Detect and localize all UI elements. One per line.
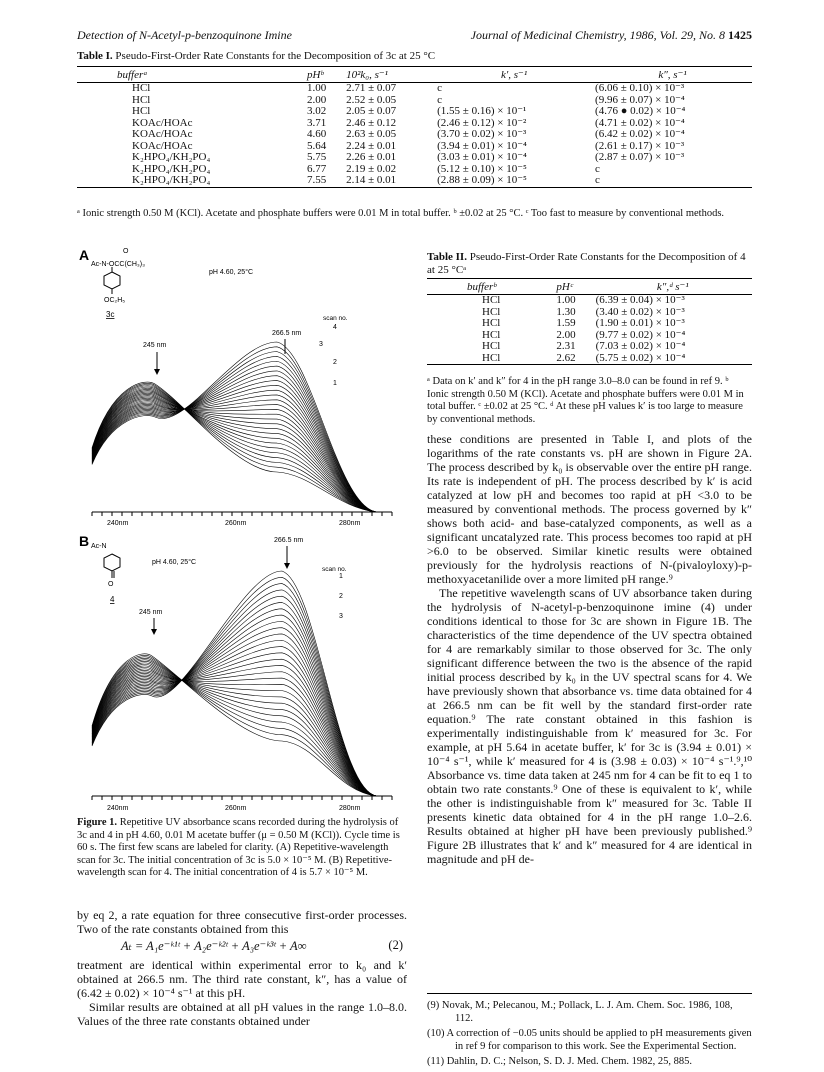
table2-cell: 1.30 [556,305,576,318]
scan-curve [92,609,377,796]
scan-number-label: 2 [333,359,337,366]
left-paragraph-1: by eq 2, a rate equation for three consecutive first-order processes. Two of the rate constants obtained from this [77,908,407,936]
scan-number-label: 3 [339,613,343,620]
page-number: 1425 [728,28,752,42]
table1-cell: KOAc/HOAc [132,128,193,140]
table1-cell: (3.03 ± 0.01) × 10⁻⁴ [437,151,527,163]
scan-curve [92,385,377,512]
table1-header: k′, s⁻¹ [435,67,593,83]
reference-item: (10) A correction of −0.05 units should be applied to pH measurements given in ref 9 for comparison to this work. See the Experimental Section. [427,1028,752,1052]
table2-header: pHᶜ [554,279,593,295]
table2-row [427,307,752,319]
benzene-ring-icon [104,267,120,294]
table2-header: bufferᵇ [427,279,554,295]
x-tick-label: 280nm [339,520,361,527]
peak-label-266: 266.5 nm [274,537,304,544]
peak-label-266: 266.5 nm [272,330,302,337]
structure-label-top: Ac-N-OCC(CH₃)₃ [91,261,145,268]
table1-cell: (5.12 ± 0.10) × 10⁻⁵ [437,162,527,175]
table2-cell: 2.00 [556,328,576,341]
table1-row [77,106,752,118]
left-paragraph-2: treatment are identical within experimental error to k₀ and k′ obtained at 266.5 nm. The third rate constant, k″, has a value of (6.42 ± 0.02) × 10⁻⁴ s⁻¹ at this pH. [77,958,407,1000]
table1-cell: 2.26 ± 0.01 [346,151,397,163]
table1-cell: KOAc/HOAc [132,139,193,152]
table2-row [427,353,752,365]
panel-label-a: A [79,247,90,263]
table1-cell: c [593,175,752,187]
table1-cell: 2.19 ± 0.02 [346,162,397,175]
table2-row [427,295,752,307]
table1-cell: 5.75 [306,151,327,163]
table1-cell: K₂HPO₄/KH₂PO₄ [77,175,305,187]
table1-cell: 7.55 [305,175,344,187]
reference-item: (11) Dahlin, D. C.; Nelson, S. D. J. Med. Chem. 1982, 25, 885. [427,1056,693,1067]
references [427,993,752,1072]
table2-cell: HCl [482,305,501,318]
scan-number-label: 1 [333,380,337,387]
scan-curve [92,347,377,512]
table2-cell: (7.03 ± 0.02) × 10⁻⁴ [595,340,686,352]
table1-cell: (2.46 ± 0.12) × 10⁻² [437,116,527,129]
x-tick-label: 280nm [339,805,361,812]
table1-cell: 2.63 ± 0.05 [346,128,397,140]
table1-row [77,152,752,164]
table1-cell: 2.71 ± 0.07 [346,82,397,94]
left-paragraphs [77,958,407,1028]
reference-item: (9) Novak, M.; Pelecanou, M.; Pollack, L. J. Am. Chem. Soc. 1986, 108, 112. [427,1000,733,1024]
equation-number: (2) [388,938,403,952]
table1-cell: HCl [132,82,151,94]
condition-label: pH 4.60, 25°C [152,559,197,566]
table1-cell: c [437,93,443,106]
table1-cell: 3.02 [306,105,327,117]
table1-cell: (9.96 ± 0.07) × 10⁻⁴ [595,93,685,106]
table2-cell: HCl [482,328,501,341]
table1-cell: 2.24 ± 0.01 [346,139,397,152]
x-tick-label: 240nm [107,520,129,527]
table2-cell: 1.59 [556,317,576,329]
table1-cell: 6.77 [306,162,327,175]
table2-cell: HCl [482,294,501,306]
panel-label-b: B [79,533,90,549]
table1-cell: c [595,162,600,175]
structure-carbonyl-o: O [123,248,129,255]
table2-caption [427,251,752,276]
scan-curve [92,383,377,512]
table2-cell: HCl [482,317,501,329]
table2-cell: HCl [427,353,554,365]
table2-cell: HCl [482,340,501,352]
left-paragraph-3: Similar results are obtained at all pH values in the range 1.0–8.0. Values of the three rate constants obtained under [77,1000,407,1028]
table1-cell: 3.71 [306,116,327,129]
table2-cell: 2.31 [556,340,576,352]
quinone-ring-icon [104,554,120,578]
structure-carbonyl-o: O [108,581,114,588]
table1-cell: (6.06 ± 0.10) × 10⁻³ [595,82,685,94]
scan-no-label: scan no. [322,566,347,573]
scan-number-label: 3 [319,341,323,348]
x-tick-label: 260nm [225,520,247,527]
table2-cell: (9.77 ± 0.02) × 10⁻⁴ [595,328,686,341]
running-header-journal [471,28,752,43]
equation-text: Aₜ = A₁e⁻ᵏ¹ᵗ + A₂e⁻ᵏ²ᵗ + A₃e⁻ᵏ³ᵗ + A∞ [121,939,307,953]
table1-row [77,175,752,187]
table1-cell: (3.70 ± 0.02) × 10⁻³ [437,128,527,140]
table1-caption [77,50,435,62]
table2-label: Table II. [427,251,467,263]
table1-header: 10²k₀, s⁻¹ [344,67,435,83]
compound-label: 4 [110,595,115,604]
table2-row [427,318,752,330]
table1-cell: K₂HPO₄/KH₂PO₄ [132,151,211,163]
table2-caption-text: Pseudo-First-Order Rate Constants for the Decomposition of 4 at 25 °Cᵃ [427,251,746,276]
peak-arrow-head [154,369,160,375]
structure-label-bottom: OC₂H₅ [104,297,126,304]
absorbance-scan-curves [92,342,377,512]
right-paragraph-1: these conditions are presented in Table I, and plots of the logarithms of the rate constants vs. pH are shown in Figure 2A. The process described by k₀ is observable over the entire pH range. Its rate is independent of pH. The process described by k′ is acid catalyzed at low pH and becomes too rapid at pH <3.0 to be measured by conventional methods. The process governed by k″ shows both acid- and base-catalyzed components, as well as a significant uncatalyzed rate. This process becomes too rapid at pH >6.0 to be observed. Similar kinetic results were obtained previously for the hydrolysis reactions of N-(pivaloyloxy)-p-methoxyacetanilide over a more limited pH range.⁹ [427,432,752,586]
peak-arrow-head [284,563,290,569]
table2-cell: 2.62 [554,353,593,365]
x-axis-ticks [92,796,392,800]
table1-cell: 5.64 [306,139,327,152]
peak-label-245: 245 nm [143,342,167,349]
compound-label: 3c [106,310,115,319]
figure1b-spectrum [77,532,397,817]
table1-header: bufferᵃ [77,67,305,83]
table1-cell: (2.61 ± 0.17) × 10⁻³ [595,139,685,152]
table1-cell: HCl [132,105,151,117]
figure1-caption-text: Repetitive UV absorbance scans recorded during the hydrolysis of 3c and 4 in pH 4.60, 0.01 M acetate buffer (μ = 0.50 M (KCl)). Cycle time is 60 s. The first few scans are labeled for clarity. (A) Repetitive-wavelength scan for 3c. The initial concentration of 3c is 5.0 × 10⁻⁵ M. (B) Repetitive-wavelength scan for 4. The initial concentration of 4 is 5.7 × 10⁻⁵ M. [77,817,400,878]
table1-cell: HCl [132,93,151,106]
table1-label: Table I. [77,50,113,62]
table2-row [427,330,752,342]
table1 [77,66,752,188]
table1-cell: c [437,82,443,94]
table2-cell: 1.00 [556,294,576,306]
table1-cell: (6.42 ± 0.02) × 10⁻⁴ [595,128,685,140]
table1-cell: KOAc/HOAc [132,116,193,129]
scan-number-label: 4 [333,324,337,331]
table1-row [77,83,752,95]
table1-cell: (4.71 ± 0.02) × 10⁻⁴ [595,116,685,129]
table1-cell: 2.00 [306,93,327,106]
journal-citation: Journal of Medicinal Chemistry, 1986, Vol. 29, No. 8 [470,28,725,42]
table1-cell: 2.52 ± 0.05 [346,93,397,106]
x-axis-ticks [92,512,392,516]
peak-arrow-head [151,629,157,635]
table1-cell: (2.88 ± 0.09) × 10⁻⁵ [435,175,593,187]
scan-number-label: 1 [339,573,343,580]
table1-cell: 2.46 ± 0.12 [346,116,397,129]
table2-row [427,341,752,353]
table1-cell: (3.94 ± 0.01) × 10⁻⁴ [437,139,527,152]
figure1-caption [77,817,407,880]
table1-row [77,129,752,141]
table2-cell: (5.75 ± 0.02) × 10⁻⁴ [594,353,752,365]
figure1a-spectrum [77,244,397,529]
table1-cell: (4.76 ● 0.02) × 10⁻⁴ [595,105,686,117]
table1-cell: 2.05 ± 0.07 [346,105,397,117]
table2 [427,278,752,365]
table1-cell: K₂HPO₄/KH₂PO₄ [132,162,211,175]
structure-label-top: Ac-N [91,543,107,550]
x-tick-label: 240nm [107,805,129,812]
absorbance-scan-curves [92,571,377,796]
table1-cell: 2.14 ± 0.01 [344,175,435,187]
right-column-text [427,432,752,866]
condition-label: pH 4.60, 25°C [209,269,254,276]
scan-number-label: 2 [339,593,343,600]
table2-cell: (1.90 ± 0.01) × 10⁻³ [595,317,685,329]
running-header-title: Detection of N-Acetyl-p-benzoquinone Imine [77,28,292,42]
right-paragraph-2: The repetitive wavelength scans of UV absorbance taken during the hydrolysis of N-acetyl-p-benzoquinone imine (4) under conditions identical to those for 3c are shown in Figure 1B. The characteristics of the time dependence of the UV spectra obtained for 4 are remarkably similar to those observed for 3c. The only significant difference between the two is the absence of the rapid initial process described by k₀ in the UV spectral scans for 4. We have previously shown that absorbance vs. time data obtained for 4 at 266.5 nm can be fit well by the standard first-order rate equation.⁹ The rate constant obtained in this fashion is experimentally indistinguishable from k′ measured for 3c. For example, at pH 5.64 in acetate buffer, k′ for 3c is (3.94 ± 0.01) × 10⁻⁴ s⁻¹, while k′ measured for 4 is (3.98 ± 0.03) × 10⁻⁴ s⁻¹.⁹,¹⁰ Absorbance vs. time data taken at 245 nm for 4 can be fit to eq 1 to obtain two rate constants.⁹ One of these is equivalent to k′, while the other is indistinguishable from k″ measured for 3c. Table II presents kinetic data obtained for 4 in the pH range 1.0–2.6. Results obtained at higher pH have been previously published.⁹ Figure 2B illustrates that k′ and k″ measured for 4 are identical in magnitude and pH de- [427,586,752,866]
table1-cell: 1.00 [306,82,327,94]
table2-footnote: ᵃ Data on k′ and k″ for 4 in the pH range 3.0–8.0 can be found in ref 9. ᵇ Ionic strength 0.50 M (KCl). Acetate and phosphate buffers were 0.01 M in total buffer. ᶜ ±0.02 at 25 °C. ᵈ At these pH values k′ is too large to measure by conventional methods. [427,376,744,425]
table1-header: pHᵇ [305,67,344,83]
table1-header: k″, s⁻¹ [593,67,752,83]
table1-cell: (2.87 ± 0.07) × 10⁻³ [595,151,685,163]
table1-cell: 4.60 [306,128,327,140]
table2-header: k″,ᵈ s⁻¹ [594,279,752,295]
table1-footnote: ᵃ Ionic strength 0.50 M (KCl). Acetate and phosphate buffers were 0.01 M in total buffer. ᵇ ±0.02 at 25 °C. ᶜ Too fast to measure by conventional methods. [77,208,725,219]
peak-label-245: 245 nm [139,609,163,616]
table2-cell: (3.40 ± 0.02) × 10⁻³ [595,305,685,318]
figure1-label: Figure 1. [77,817,118,828]
table1-caption-text: Pseudo-First-Order Rate Constants for the Decomposition of 3c at 25 °C [115,50,436,62]
x-tick-label: 260nm [225,805,247,812]
scan-curve [92,669,377,796]
table2-cell: (6.39 ± 0.04) × 10⁻³ [595,294,685,306]
scan-no-label: scan no. [323,315,348,322]
scan-curve [92,381,377,512]
table1-cell: (1.55 ± 0.16) × 10⁻¹ [437,105,527,117]
